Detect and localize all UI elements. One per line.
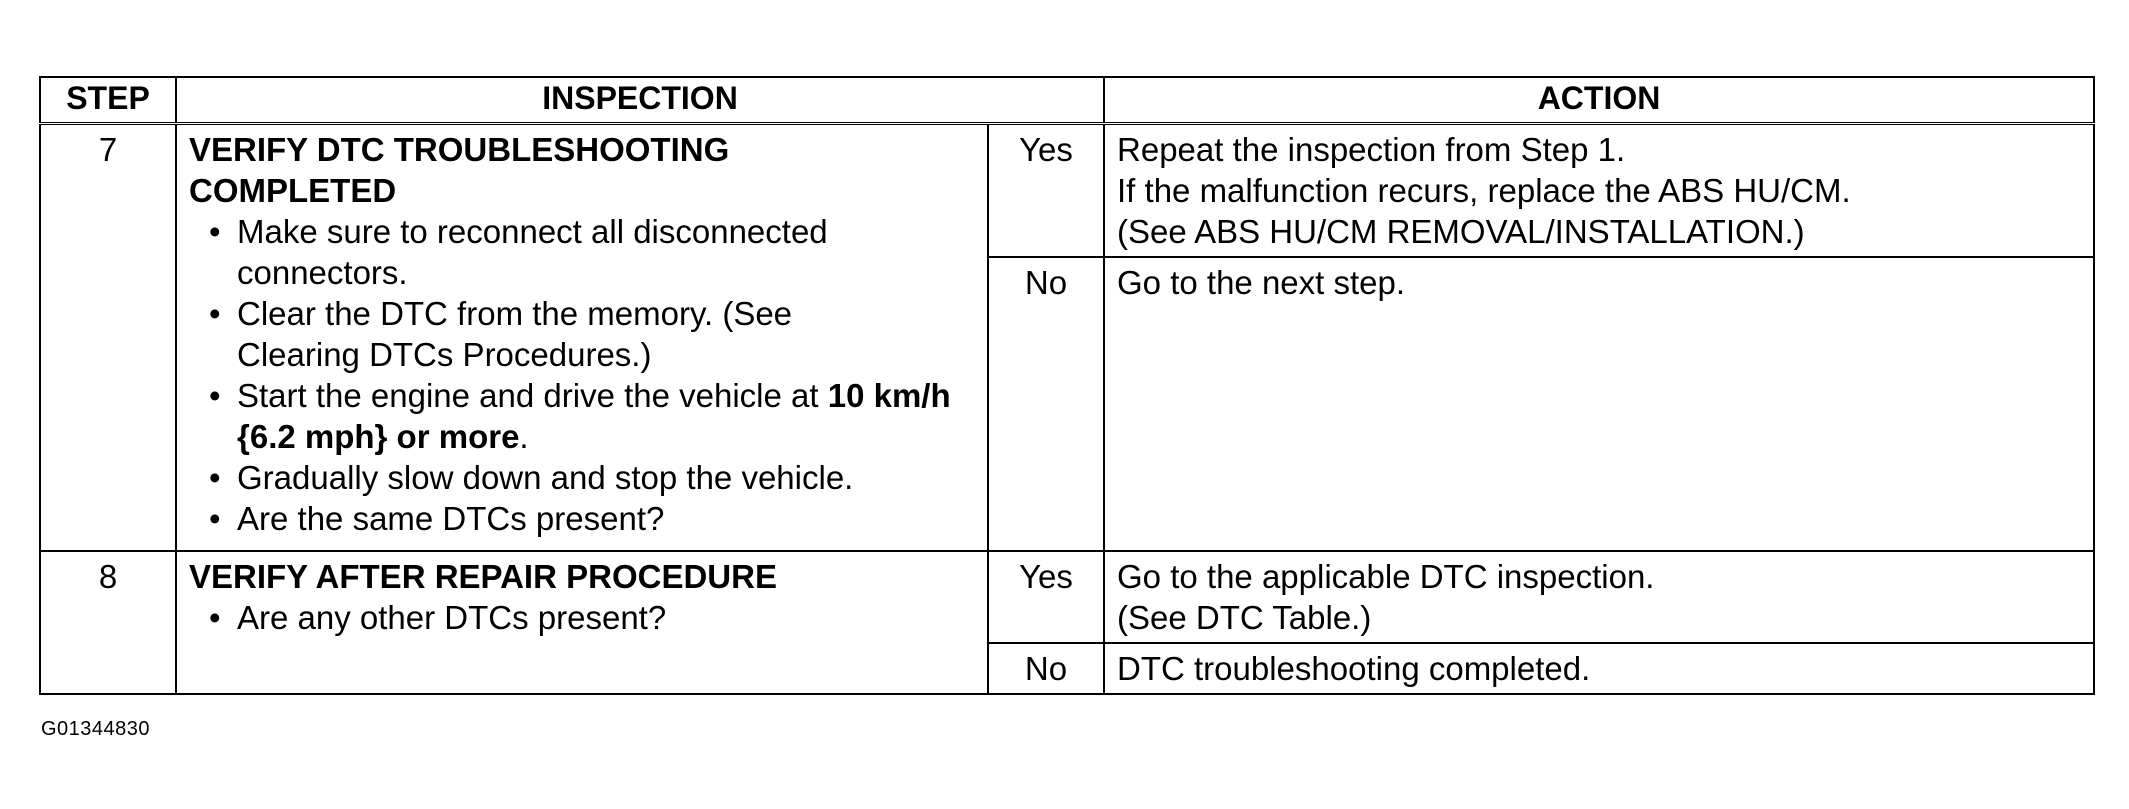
- action-line: (See DTC Table.): [1117, 599, 1372, 636]
- verdict-yes: Yes: [988, 124, 1104, 258]
- inspection-title: VERIFY DTC TROUBLESHOOTING COMPLETED: [189, 131, 730, 209]
- figure-code: G01344830: [41, 718, 151, 740]
- action-cell: [1104, 643, 2094, 694]
- action-line: DTC troubleshooting completed.: [1117, 650, 1591, 687]
- action-line: Go to the applicable DTC inspection.: [1117, 558, 1655, 595]
- action-line: Repeat the inspection from Step 1.: [1117, 131, 1626, 168]
- speed-threshold: 10 km/h {6.2 mph} or more: [237, 377, 951, 455]
- diagnostic-procedure-table: [39, 76, 2095, 695]
- verdict-no: No: [988, 643, 1104, 694]
- action-cell: [1104, 257, 2094, 551]
- header-row: [40, 77, 2094, 124]
- verdict-yes: Yes: [988, 551, 1104, 643]
- action-line: Go to the next step.: [1117, 264, 1406, 301]
- action-cell: [1104, 124, 2094, 258]
- action-line: If the malfunction recurs, replace the ABS HU/CM.: [1117, 172, 1851, 209]
- inspection-cell: [176, 551, 988, 694]
- step-7-yes-row: [40, 124, 2094, 258]
- inspection-step: • Are the same DTCs present?: [189, 498, 977, 539]
- step-number: 8: [40, 551, 176, 694]
- inspection-title: VERIFY AFTER REPAIR PROCEDURE: [189, 558, 777, 595]
- inspection-steps-list: [189, 211, 977, 539]
- step-number: 7: [40, 124, 176, 552]
- action-cell: [1104, 551, 2094, 643]
- step-8-yes-row: [40, 551, 2094, 643]
- inspection-step: • Start the engine and drive the vehicle at 10 km/h {6.2 mph} or more.: [189, 375, 977, 457]
- inspection-steps-list: [189, 597, 977, 638]
- inspection-step: • Gradually slow down and stop the vehicle.: [189, 457, 977, 498]
- inspection-column-header: INSPECTION: [176, 77, 1104, 124]
- action-column-header: ACTION: [1104, 77, 2094, 124]
- inspection-step: • Clear the DTC from the memory. (See Clearing DTCs Procedures.): [189, 293, 797, 375]
- action-line: (See ABS HU/CM REMOVAL/INSTALLATION.): [1117, 213, 1805, 250]
- inspection-step: • Are any other DTCs present?: [189, 597, 977, 638]
- inspection-step: • Make sure to reconnect all disconnected connectors.: [189, 211, 877, 293]
- inspection-cell: [176, 124, 988, 552]
- verdict-no: No: [988, 257, 1104, 551]
- step-column-header: STEP: [40, 77, 176, 124]
